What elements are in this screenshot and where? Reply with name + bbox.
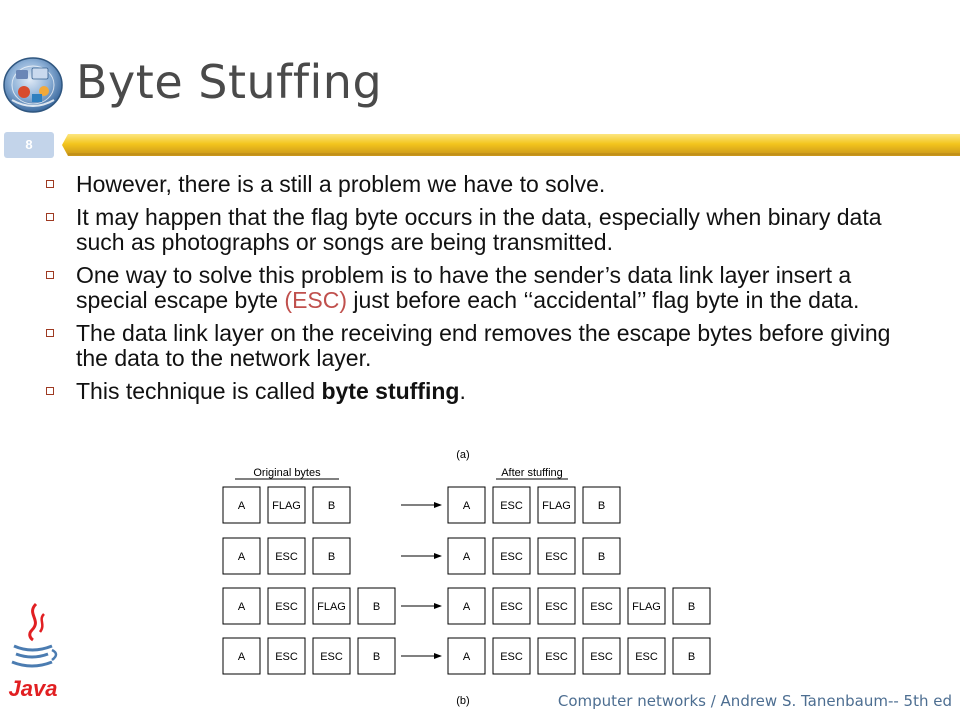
figure-label-a: (a) xyxy=(456,449,470,461)
original-byte-label: B xyxy=(372,651,381,663)
footer-citation: Computer networks / Andrew S. Tanenbaum-- 5th ed xyxy=(557,692,952,710)
bold-term: byte stuffing xyxy=(321,378,460,404)
bullet-square-icon xyxy=(46,329,54,337)
bullet-square-icon xyxy=(46,387,54,395)
bullet-text: It may happen that the flag byte occurs in the data, especially when binary data such as photographs or songs are being transmitted. xyxy=(76,204,882,255)
bullet-text: . xyxy=(459,378,466,404)
stuffed-byte-label: ESC xyxy=(590,651,613,663)
bullet-item xyxy=(46,263,926,313)
esc-highlight: (ESC) xyxy=(284,287,348,313)
page-number: 8 xyxy=(4,132,54,158)
stuffed-byte-label: B xyxy=(687,601,696,613)
original-byte-label: B xyxy=(327,551,336,563)
stuffed-byte-label: ESC xyxy=(545,651,568,663)
stuffed-byte-label: B xyxy=(597,500,606,512)
original-byte-label: ESC xyxy=(275,651,298,663)
after-stuffing-header: After stuffing xyxy=(501,467,563,479)
figure-rows xyxy=(223,487,710,674)
bullet-square-icon xyxy=(46,271,54,279)
bullet-text: The data link layer on the receiving end removes the escape bytes before giving the data to the network layer. xyxy=(76,320,891,371)
course-logo-icon xyxy=(2,56,64,114)
bullet-text: One way to solve this problem is to have the sender’s data link layer insert a special escape byte xyxy=(76,262,852,313)
original-byte-label: A xyxy=(237,551,246,563)
original-bytes-header: Original bytes xyxy=(253,467,321,479)
stuffed-byte-label: A xyxy=(462,601,471,613)
figure-label-b: (b) xyxy=(456,695,470,707)
stuffed-byte-label: ESC xyxy=(500,601,523,613)
stuffed-byte-label: A xyxy=(462,500,471,512)
stuffed-byte-label: A xyxy=(462,651,471,663)
stuffed-byte-label: ESC xyxy=(635,651,658,663)
stuffed-byte-label: FLAG xyxy=(632,601,661,613)
bullet-square-icon xyxy=(46,213,54,221)
bullet-text: However, there is a still a problem we have to solve. xyxy=(76,171,606,197)
bullet-text: This technique is called xyxy=(76,378,322,404)
stuffed-byte-label: A xyxy=(462,551,471,563)
original-byte-label: A xyxy=(237,601,246,613)
bullet-item xyxy=(46,172,926,197)
java-logo-icon xyxy=(2,600,64,702)
original-byte-label: ESC xyxy=(275,601,298,613)
original-byte-label: A xyxy=(237,651,246,663)
java-logo-text: Java xyxy=(8,676,58,701)
bullet-square-icon xyxy=(46,180,54,188)
bullet-list xyxy=(46,172,926,412)
bullet-text: just before each ‘‘accidental’’ flag byte in the data. xyxy=(347,287,860,313)
bullet-item xyxy=(46,321,926,371)
bullet-item xyxy=(46,379,926,404)
original-byte-label: B xyxy=(372,601,381,613)
original-byte-label: ESC xyxy=(275,551,298,563)
original-byte-label: B xyxy=(327,500,336,512)
original-byte-label: FLAG xyxy=(272,500,301,512)
stuffed-byte-label: FLAG xyxy=(542,500,571,512)
slide-title: Byte Stuffing xyxy=(76,55,383,109)
original-byte-label: ESC xyxy=(320,651,343,663)
stuffed-byte-label: ESC xyxy=(500,651,523,663)
stuffed-byte-label: B xyxy=(597,551,606,563)
stuffed-byte-label: ESC xyxy=(500,551,523,563)
bullet-item xyxy=(46,205,926,255)
stuffed-byte-label: ESC xyxy=(500,500,523,512)
byte-stuffing-figure xyxy=(215,446,725,710)
stuffed-byte-label: B xyxy=(687,651,696,663)
stuffed-byte-label: ESC xyxy=(590,601,613,613)
original-byte-label: FLAG xyxy=(317,601,346,613)
stuffed-byte-label: ESC xyxy=(545,551,568,563)
stuffed-byte-label: ESC xyxy=(545,601,568,613)
title-accent-bar xyxy=(62,134,960,156)
original-byte-label: A xyxy=(237,500,246,512)
